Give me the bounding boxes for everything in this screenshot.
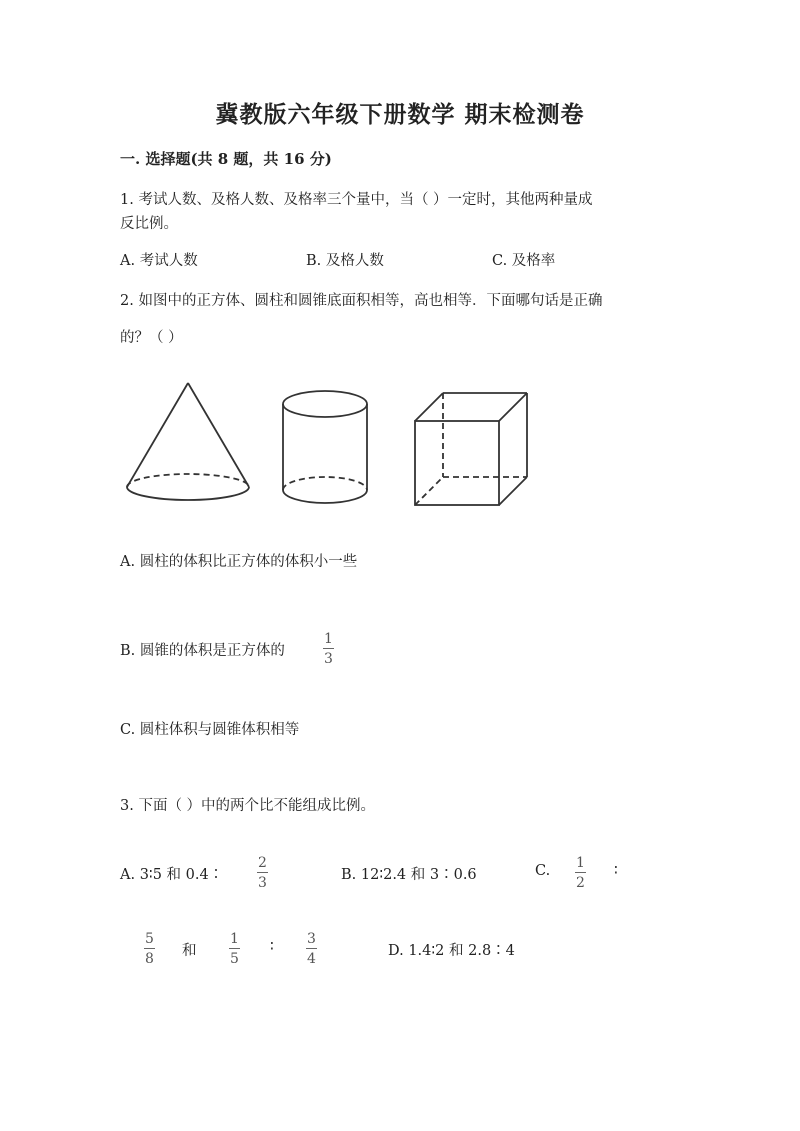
q3-stem: 3. 下面（ ）中的两个比不能组成比例。 — [120, 798, 376, 814]
solids-figure — [110, 370, 550, 520]
q3-option-c-colon: ∶ — [614, 863, 618, 879]
q2-option-c: C. 圆柱体积与圆锥体积相等 — [120, 722, 300, 738]
fraction-denominator: 3 — [324, 651, 333, 667]
fraction-numerator: 3 — [307, 931, 316, 947]
page-title: 冀教版六年级下册数学 期末检测卷 — [215, 101, 585, 128]
q3-option-c-colon-2: ∶ — [270, 939, 274, 955]
fraction-numerator: 5 — [145, 931, 154, 947]
fraction-numerator: 2 — [258, 855, 267, 871]
q2-stem-line2: 的？（ ） — [120, 330, 183, 346]
q1-stem-line1: 1. 考试人数、及格人数、及格率三个量中，当（ ）一定时，其他两种量成 — [120, 192, 593, 208]
section-heading: 一. 选择题(共 8 题，共 16 分) — [120, 150, 332, 168]
fraction-denominator: 2 — [576, 875, 585, 891]
fraction-denominator: 5 — [230, 951, 239, 967]
fraction-denominator: 4 — [307, 951, 316, 967]
fraction-numerator: 1 — [230, 931, 239, 947]
q2-stem-line1: 2. 如图中的正方体、圆柱和圆锥底面积相等，高也相等．下面哪句话是正确 — [120, 293, 603, 309]
q3-option-c-fraction-1 — [574, 856, 587, 890]
q2-option-b-fraction — [322, 632, 335, 666]
fraction-denominator: 8 — [145, 951, 154, 967]
q1-option-c: C. 及格率 — [492, 253, 556, 269]
q2-option-b: B. 圆锥的体积是正方体的 — [120, 643, 285, 659]
q3-option-a-fraction — [256, 856, 269, 890]
q3-option-c-fraction-4 — [305, 932, 318, 966]
q1-option-a: A. 考试人数 — [120, 253, 198, 269]
cylinder-shape — [283, 391, 367, 503]
q3-option-c-fraction-3 — [228, 932, 241, 966]
fraction-denominator: 3 — [258, 875, 267, 891]
q1-stem-line2: 反比例。 — [120, 216, 178, 232]
cube-shape — [415, 393, 527, 505]
cone-shape — [127, 383, 249, 500]
q3-option-a: A. 3∶5 和 0.4∶ — [120, 867, 224, 883]
fraction-numerator: 1 — [576, 855, 585, 871]
q3-option-d: D. 1.4∶2 和 2.8∶4 — [388, 943, 515, 959]
fraction-numerator: 1 — [324, 631, 333, 647]
q3-option-b: B. 12∶2.4 和 3∶0.6 — [341, 867, 477, 883]
q3-option-c-label: C. — [535, 863, 551, 879]
q2-option-a: A. 圆柱的体积比正方体的体积小一些 — [120, 554, 358, 570]
q3-option-c-and: 和 — [182, 943, 197, 959]
q1-option-b: B. 及格人数 — [306, 253, 384, 269]
q3-option-c-fraction-2 — [143, 932, 156, 966]
